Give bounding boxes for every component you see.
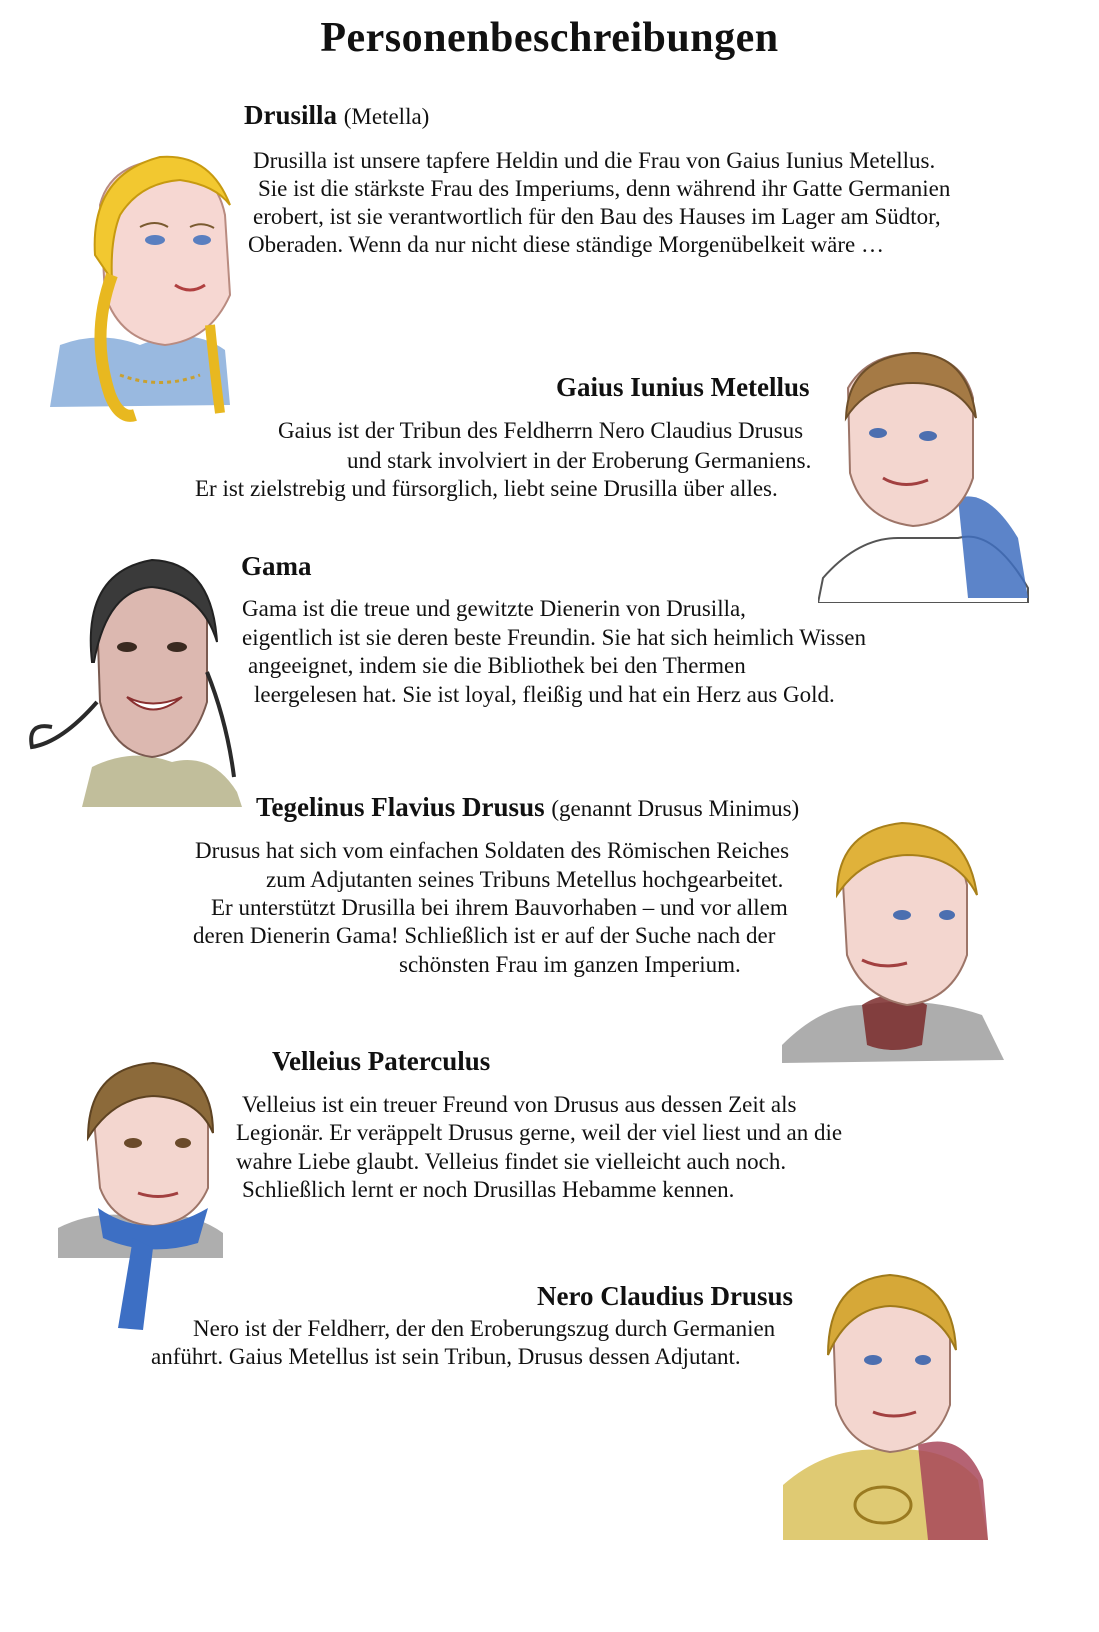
description-line: zum Adjutanten seines Tribuns Metellus hochgearbeitet. [266, 867, 784, 892]
name-text: Velleius Paterculus [272, 1046, 491, 1076]
character-name-drusilla [244, 100, 429, 131]
description-line: Velleius ist ein treuer Freund von Drusus aus dessen Zeit als [242, 1092, 797, 1117]
character-name-nero [537, 1281, 793, 1312]
name-text: Drusilla [244, 100, 338, 130]
description-line: und stark involviert in der Eroberung Germaniens. [347, 448, 812, 473]
name-text: Gama [241, 551, 312, 581]
description-line: Nero ist der Feldherr, der den Eroberungszug durch Germanien [193, 1316, 776, 1341]
description-line: Schließlich lernt er noch Drusillas Hebamme kennen. [242, 1177, 735, 1202]
description-line: anführt. Gaius Metellus ist sein Tribun, Drusus dessen Adjutant. [151, 1344, 741, 1369]
description-line: Oberaden. Wenn da nur nicht diese ständige Morgenübelkeit wäre … [248, 232, 884, 257]
nero-portrait [778, 1270, 993, 1545]
name-text: Gaius Iunius Metellus [556, 372, 810, 402]
description-line: Sie ist die stärkste Frau des Imperiums, denn während ihr Gatte Germanien [258, 176, 951, 201]
name-text: Nero Claudius Drusus [537, 1281, 794, 1311]
description-line: Er ist zielstrebig und fürsorglich, liebt seine Drusilla über alles. [195, 476, 778, 501]
name-subtitle: (Metella) [343, 104, 430, 129]
character-name-tegelinus [256, 792, 799, 823]
description-line: leergelesen hat. Sie ist loyal, fleißig und hat ein Herz aus Gold. [254, 682, 835, 707]
description-line: angeeignet, indem sie die Bibliothek bei den Thermen [248, 653, 746, 678]
name-subtitle: (genannt Drusus Minimus) [551, 796, 800, 821]
character-name-gaius [556, 372, 810, 403]
drusilla-portrait [40, 145, 250, 430]
description-line: wahre Liebe glaubt. Velleius findet sie vielleicht auch noch. [236, 1149, 787, 1174]
description-line: erobert, ist sie verantwortlich für den Bau des Hauses im Lager am Südtor, [253, 204, 941, 229]
description-line: Drusus hat sich vom einfachen Soldaten des Römischen Reiches [195, 838, 790, 863]
description-line: Legionär. Er veräppelt Drusus gerne, weil der viel liest und an die [236, 1120, 843, 1145]
gaius-portrait [818, 348, 1033, 603]
description-line: deren Dienerin Gama! Schließlich ist er auf der Suche nach der [193, 923, 776, 948]
tegelinus-portrait [782, 815, 1007, 1065]
description-line: Gaius ist der Tribun des Feldherrn Nero Claudius Drusus [278, 418, 804, 443]
page-title: Personenbeschreibungen [320, 15, 779, 61]
description-line: Gama ist die treue und gewitzte Dienerin von Drusilla, [242, 596, 746, 621]
name-text: Tegelinus Flavius Drusus [256, 792, 545, 822]
description-line: Er unterstützt Drusilla bei ihrem Bauvorhaben – und vor allem [211, 895, 788, 920]
description-line: schönsten Frau im ganzen Imperium. [399, 952, 741, 977]
description-line: eigentlich ist sie deren beste Freundin. Sie hat sich heimlich Wissen [242, 625, 866, 650]
gama-portrait [22, 552, 252, 807]
description-line: Drusilla ist unsere tapfere Heldin und die Frau von Gaius Iunius Metellus. [253, 148, 936, 173]
character-name-velleius [272, 1046, 490, 1077]
velleius-portrait [58, 1058, 228, 1338]
